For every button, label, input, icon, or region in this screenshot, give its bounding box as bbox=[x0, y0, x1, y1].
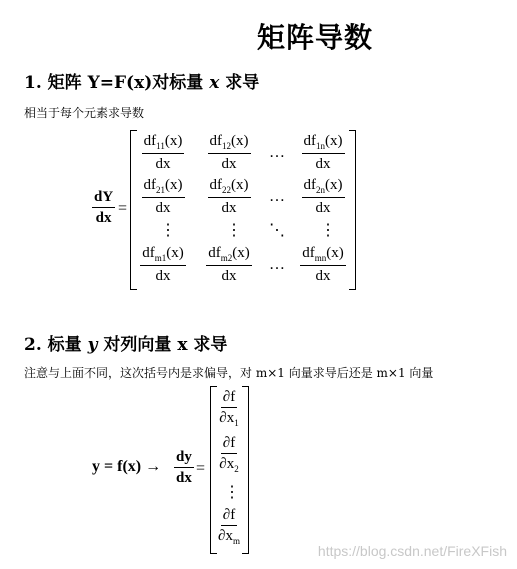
vector-lhs-denominator: dx bbox=[176, 470, 192, 486]
section-2-note: 注意与上面不同，这次括号内是求偏导，对 m×1 向量求导后还是 m×1 向量 bbox=[24, 366, 434, 380]
section-2-heading-suffix: 求导 bbox=[193, 335, 228, 355]
matrix-right-bracket bbox=[349, 130, 356, 290]
matrix-vdots: ⋮ bbox=[160, 222, 176, 239]
matrix-cell: $\frac{df_{22}(x)}{dx}$ bbox=[209, 177, 249, 216]
section-1-heading-math: Y=F(x) bbox=[87, 73, 153, 93]
matrix-cell: $\frac{df_{11}(x)}{dx}$ bbox=[143, 133, 183, 172]
watermark: https://blog.csdn.net/FireXFish bbox=[317, 543, 507, 559]
vector-lhs-numerator: dy bbox=[174, 450, 194, 468]
matrix-vdots: ⋮ bbox=[320, 222, 336, 239]
vector-lhs-fraction bbox=[174, 450, 194, 486]
matrix-cell: $\frac{df_{1n}(x)}{dx}$ bbox=[303, 133, 343, 172]
matrix-hdots: … bbox=[269, 256, 285, 273]
vector-cell: $\frac{\partial f}{\partial x_m}$ bbox=[218, 507, 240, 546]
matrix-cell: $\frac{df_{21}(x)}{dx}$ bbox=[143, 177, 183, 216]
vector-cell: $\frac{\partial f}{\partial x_2}$ bbox=[219, 435, 239, 474]
matrix-vdots: ⋮ bbox=[226, 222, 242, 239]
section-1-heading-suffix: 求导 bbox=[225, 73, 260, 93]
section-2-number: 2. bbox=[24, 335, 42, 355]
matrix-cell: $\frac{df_{12}(x)}{dx}$ bbox=[209, 133, 249, 172]
section-1-note: 相当于每个元素求导数 bbox=[24, 106, 145, 120]
lhs-denominator: dx bbox=[95, 210, 112, 226]
section-1-heading bbox=[24, 68, 259, 93]
section-2-heading-var2: x bbox=[177, 335, 188, 355]
section-2-heading bbox=[24, 330, 227, 355]
section-1-heading-mid: 对标量 bbox=[152, 73, 204, 93]
matrix-hdots: … bbox=[269, 144, 285, 161]
section-1-heading-var: x bbox=[209, 73, 220, 93]
lhs-numerator: dY bbox=[92, 190, 115, 208]
matrix-ddots: ⋱ bbox=[269, 222, 285, 239]
vector-vdots: ⋮ bbox=[224, 484, 240, 501]
vector-equals-sign: = bbox=[196, 460, 206, 477]
matrix-cell: $\frac{df_{m2}(x)}{dx}$ bbox=[208, 245, 250, 284]
matrix-cell: $\frac{df_{m1}(x)}{dx}$ bbox=[142, 245, 184, 284]
section-2-heading-mid: 对列向量 bbox=[103, 335, 172, 355]
lhs-fraction bbox=[92, 190, 115, 226]
section-1-number: 1. bbox=[24, 73, 42, 93]
section-2-heading-prefix: 标量 bbox=[47, 335, 82, 355]
matrix-cell: $\frac{df_{mn}(x)}{dx}$ bbox=[302, 245, 344, 284]
section-2-heading-var: y bbox=[87, 335, 98, 355]
matrix-hdots: … bbox=[269, 188, 285, 205]
vector-cell: $\frac{\partial f}{\partial x_1}$ bbox=[219, 389, 239, 428]
section-1-heading-prefix: 矩阵 bbox=[47, 73, 82, 93]
page-title: 矩阵导数 bbox=[256, 21, 373, 54]
vector-lhs: y = f(x) → bbox=[92, 458, 162, 475]
matrix-cell: $\frac{df_{2n}(x)}{dx}$ bbox=[303, 177, 343, 216]
equals-sign: = bbox=[118, 200, 128, 217]
